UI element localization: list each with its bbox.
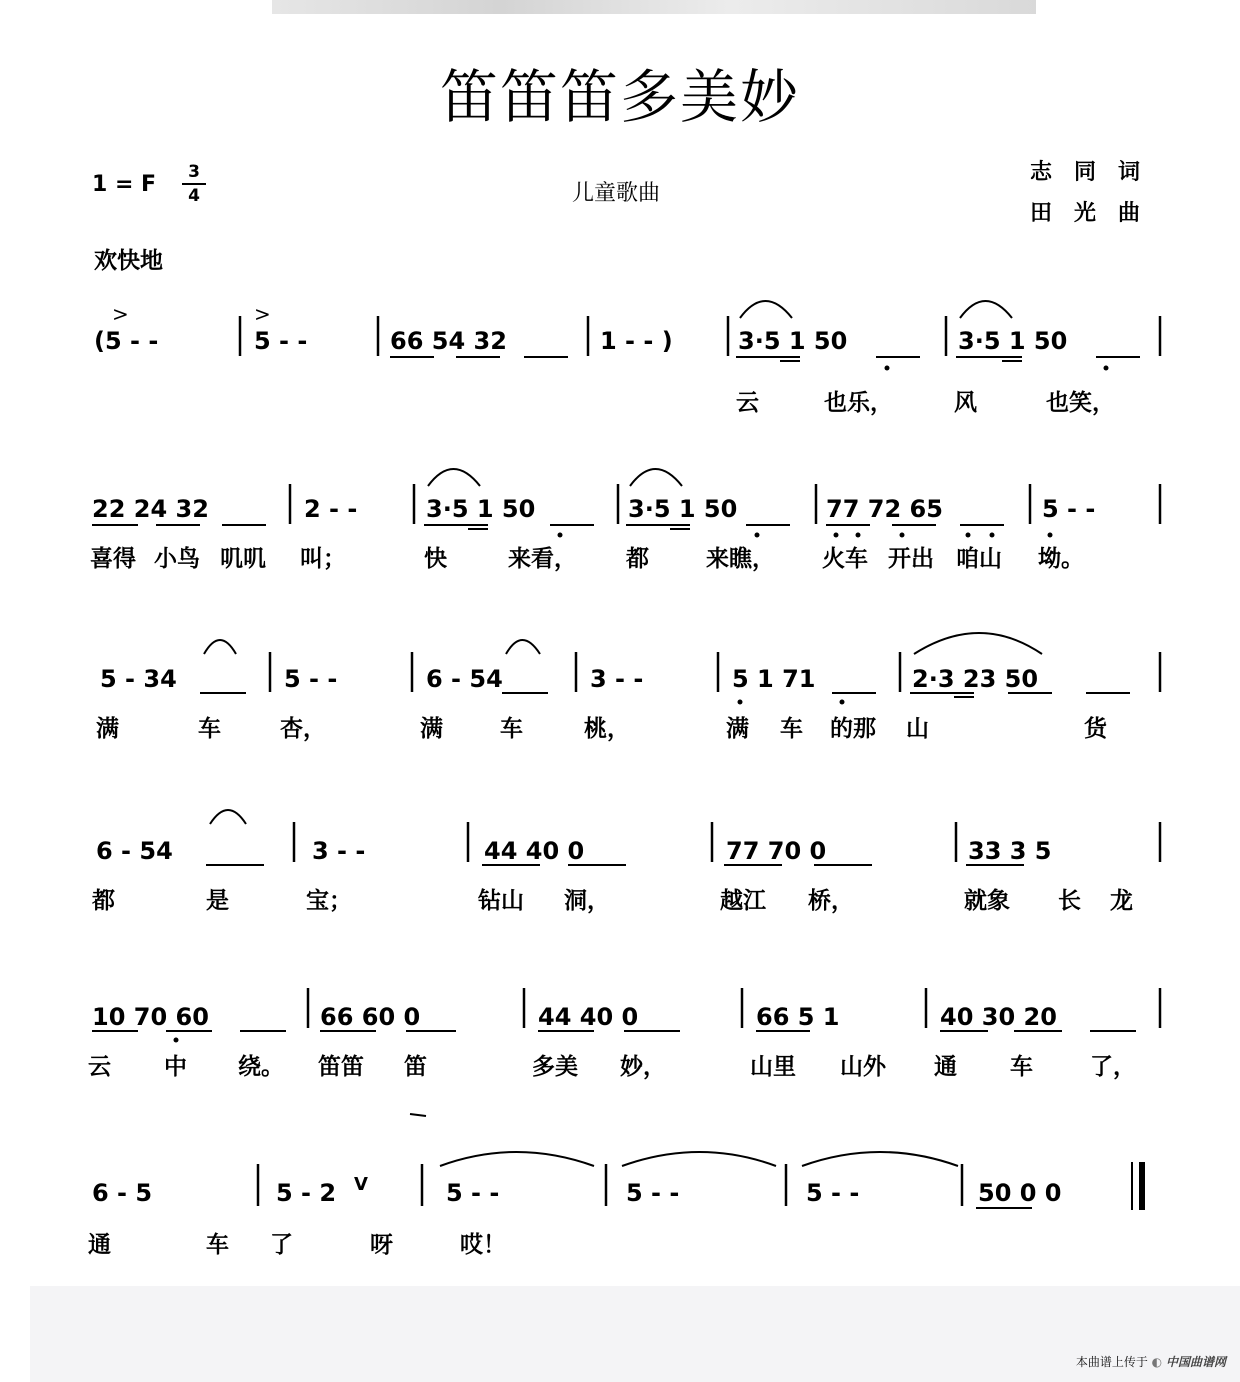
- notes-line4-m4: 77 70 0: [726, 837, 827, 865]
- notes-line4-m3: 44 40 0: [484, 837, 585, 865]
- beams: [92, 525, 1004, 529]
- score-line-3: [96, 633, 1160, 742]
- lyric: 来瞧，: [706, 546, 775, 572]
- notes-line5-m3: 44 40 0: [538, 1003, 639, 1031]
- slur: [630, 469, 682, 486]
- slur: [210, 810, 246, 824]
- score-line-1: [94, 301, 1160, 416]
- slur: [914, 633, 1042, 654]
- notes-line6-m6: 50 0 0: [978, 1179, 1062, 1207]
- lyric: 咱山: [956, 546, 1002, 572]
- notes-line5-m4: 66 5 1: [756, 1003, 840, 1031]
- score-line-5: [88, 988, 1160, 1116]
- lyric: 就象: [964, 888, 1010, 914]
- lyric: 云: [88, 1054, 111, 1080]
- low-octave-dot: [174, 1038, 179, 1043]
- notes-line3-m2: 5 - -: [284, 665, 338, 693]
- notes-line2-m1: 22 24 32: [92, 495, 209, 523]
- tie: [802, 1152, 958, 1166]
- low-octave-dot: [885, 366, 890, 371]
- slur: [506, 640, 540, 654]
- notes-line3-m4: 3 - -: [590, 665, 644, 693]
- notes-line5-m2: 66 60 0: [320, 1003, 421, 1031]
- notes-line3-m1: 5 - 34: [100, 665, 177, 693]
- tempo-marking: 欢快地: [94, 248, 163, 274]
- lyric: 中: [164, 1054, 187, 1080]
- notes-line3-m6: 2·3 23 50: [912, 665, 1039, 693]
- lyric: 云: [736, 390, 759, 416]
- time-signature-bottom: 4: [188, 186, 200, 206]
- lyric: 桥，: [808, 888, 854, 914]
- lyric: 小鸟: [154, 546, 200, 572]
- footer-credit: [1076, 1353, 1226, 1370]
- slur: [204, 640, 236, 654]
- lyric: 车: [198, 716, 221, 742]
- lyric: 来看，: [508, 546, 577, 572]
- lyric: 钻山: [478, 888, 524, 914]
- lyric: 了，: [1090, 1054, 1136, 1080]
- beams: [390, 357, 1140, 361]
- tie: [440, 1152, 594, 1166]
- lyric: 桃，: [584, 716, 630, 742]
- beams: [200, 693, 1130, 697]
- score-line-6: [88, 1152, 1142, 1258]
- notes-line1-m5: 3·5 1 50: [738, 327, 848, 355]
- lyric: 是: [206, 888, 229, 914]
- lyric: 通: [934, 1054, 957, 1080]
- lyric: 火车: [822, 546, 868, 572]
- notes-line5-m1: 10 70 60: [92, 1003, 209, 1031]
- notes-line4-m1: 6 - 54: [96, 837, 173, 865]
- lyric: 笛: [404, 1054, 427, 1080]
- lyric: 都: [92, 888, 115, 914]
- lyric: 妙，: [620, 1054, 666, 1080]
- notes-line6-m1: 6 - 5: [92, 1179, 153, 1207]
- breath-mark: V: [354, 1174, 368, 1195]
- notes-line2-m3: 3·5 1 50: [426, 495, 536, 523]
- lyric: 也乐，: [824, 390, 893, 416]
- lyric: 满: [420, 716, 443, 742]
- lyric: 山里: [750, 1054, 796, 1080]
- notes-line4-m2: 3 - -: [312, 837, 366, 865]
- site-logo-icon: ◐: [1151, 1355, 1163, 1369]
- notes-line6-m3: 5 - -: [446, 1179, 500, 1207]
- notes-line2-m6: 5 - -: [1042, 495, 1096, 523]
- lyric: 车: [206, 1232, 229, 1258]
- stray-mark: [410, 1114, 426, 1116]
- notes-line6-m2: 5 - 2: [276, 1179, 337, 1207]
- page-title: 笛笛笛多美妙: [439, 63, 800, 131]
- low-octave-dots: [558, 533, 1053, 538]
- notes-line4-m5: 33 3 5: [968, 837, 1052, 865]
- lyric: 货: [1084, 716, 1107, 742]
- lyric: 的那: [830, 716, 876, 742]
- lyric: 喜得: [90, 546, 136, 572]
- lyricist-credit: 志同词: [1030, 160, 1163, 185]
- composer-credit: 田光曲: [1030, 201, 1163, 226]
- notes-line1-m6: 3·5 1 50: [958, 327, 1068, 355]
- time-signature-top: 3: [188, 162, 200, 182]
- score-line-4: [91, 810, 1160, 914]
- lyric: 笛笛: [318, 1054, 364, 1080]
- lyric: 车: [1010, 1054, 1033, 1080]
- lyric: 了: [270, 1232, 293, 1258]
- notes-line6-m5: 5 - -: [806, 1179, 860, 1207]
- slur: [960, 301, 1012, 318]
- notes-line2-m5: 77 72 65: [826, 495, 943, 523]
- lyric: 通: [88, 1232, 111, 1258]
- slur: [740, 301, 792, 318]
- lyric: 杏，: [280, 716, 326, 742]
- accent-mark: >: [112, 302, 129, 326]
- notes-line2-m4: 3·5 1 50: [628, 495, 738, 523]
- lyric: 开出: [888, 546, 934, 572]
- lyric: 长: [1058, 888, 1081, 914]
- slur: [428, 469, 480, 486]
- lyric: 山外: [840, 1054, 886, 1080]
- tie: [622, 1152, 776, 1166]
- lyric: 风: [954, 390, 977, 416]
- lyric: 哎！: [460, 1232, 506, 1258]
- lyric: 叫；: [300, 546, 346, 572]
- lyric: 也笑，: [1046, 390, 1115, 416]
- genre-label: 儿童歌曲: [572, 181, 661, 206]
- notes-line5-m5: 40 30 20: [940, 1003, 1057, 1031]
- key-signature: 1 = F: [92, 172, 157, 197]
- lyric: 洞，: [564, 888, 610, 914]
- notes-line3-m3: 6 - 54: [426, 665, 503, 693]
- site-name[interactable]: 中国曲谱网: [1165, 1355, 1226, 1369]
- lyric: 宝；: [306, 888, 352, 914]
- lyric: 满: [96, 716, 119, 742]
- notes-line6-m4: 5 - -: [626, 1179, 680, 1207]
- low-octave-dots: [738, 700, 845, 705]
- lyric: 都: [626, 546, 649, 572]
- lyric: 快: [424, 546, 447, 572]
- lyric: 叽叽: [220, 546, 266, 572]
- lyric: 龙: [1110, 888, 1133, 914]
- notes-line1-m2: 5 - -: [254, 327, 308, 355]
- upload-text: 本曲谱上传于: [1075, 1355, 1148, 1369]
- accent-mark: >: [254, 302, 271, 326]
- lyric: 车: [500, 716, 523, 742]
- low-octave-dot: [1104, 366, 1109, 371]
- notes-line2-m2: 2 - -: [304, 495, 358, 523]
- notes-line1-m4: 1 - - ): [600, 327, 673, 355]
- lyric: 坳。: [1038, 546, 1084, 572]
- lyric: 车: [780, 716, 803, 742]
- lyric: 呀: [370, 1232, 393, 1258]
- notes-line1-m3: 66 54 32: [390, 327, 507, 355]
- notes-line3-m5: 5 1 71: [732, 665, 816, 693]
- footer-band: [30, 1286, 1240, 1382]
- lyric: 满: [726, 716, 749, 742]
- lyric: 绕。: [238, 1054, 284, 1080]
- lyric: 山: [906, 716, 929, 742]
- notes-line1-m1: (5 - -: [94, 327, 159, 355]
- lyric: 越江: [720, 888, 766, 914]
- score-line-2: [90, 469, 1160, 572]
- lyric: 多美: [532, 1054, 578, 1080]
